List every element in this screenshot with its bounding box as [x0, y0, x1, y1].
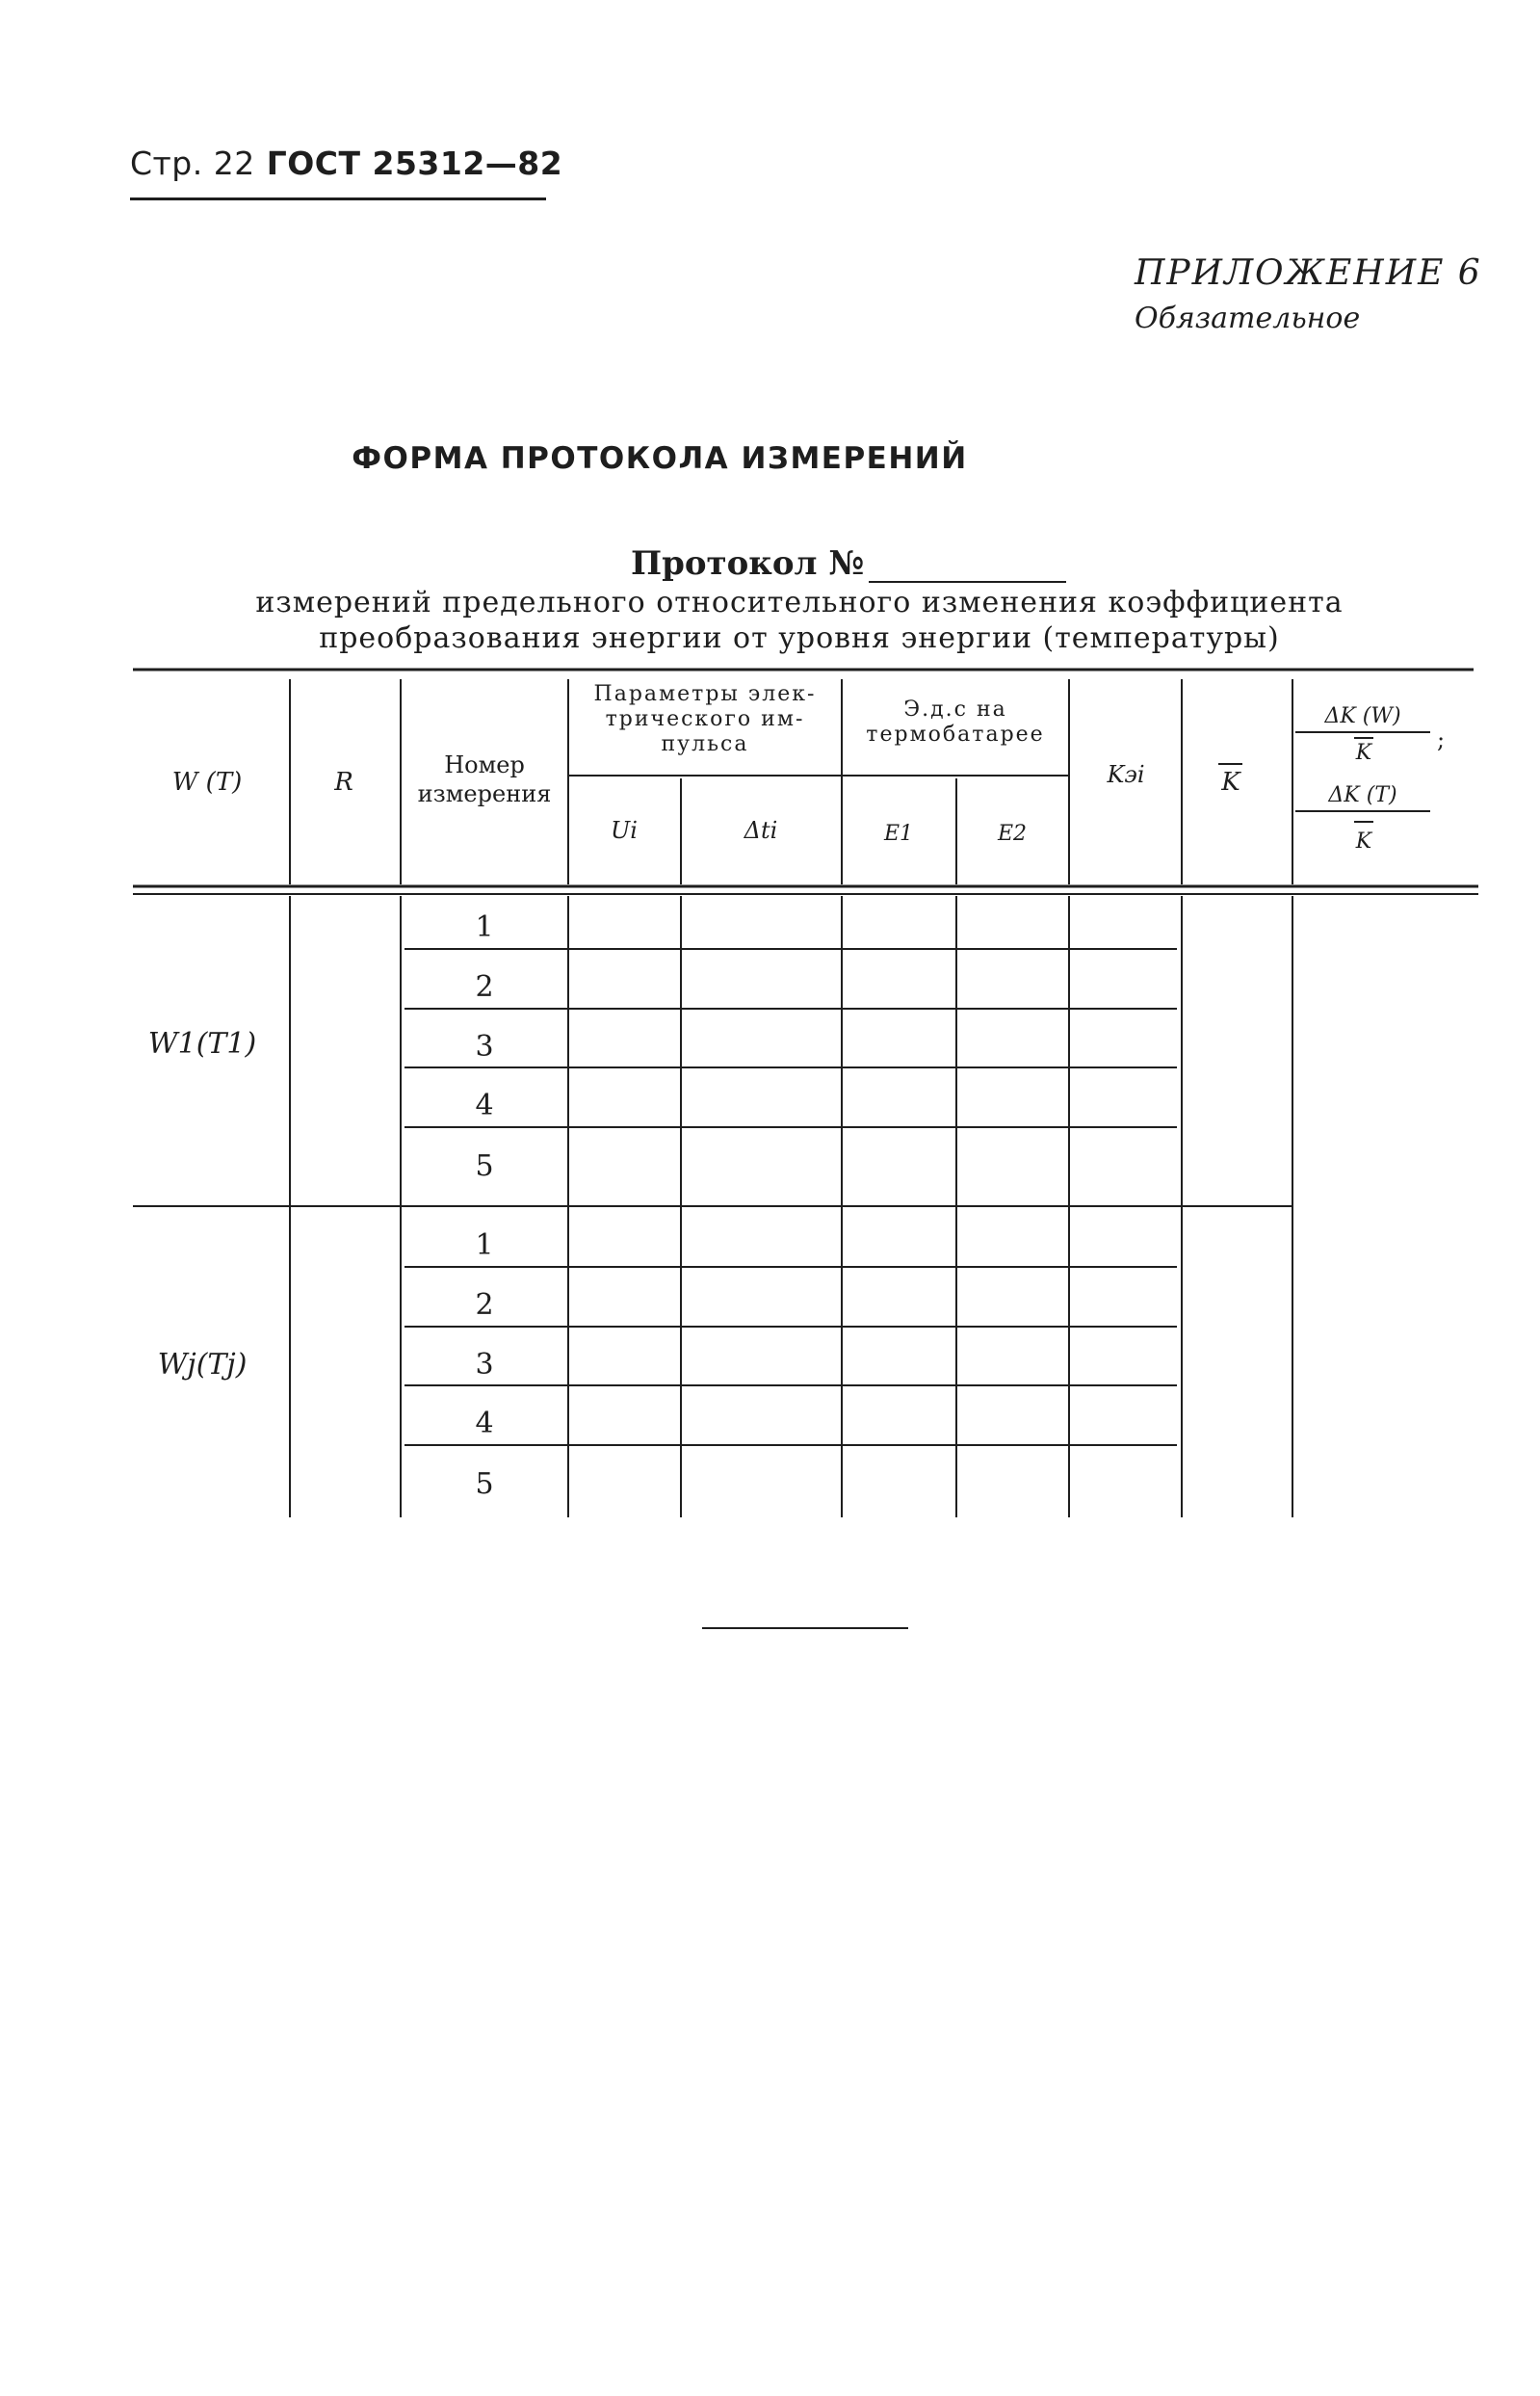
col-e1: E1: [883, 822, 914, 846]
protocol-description-line1: измерений предельного относительного изменения коэффициента: [255, 586, 1344, 619]
row-number: 3: [475, 1348, 494, 1382]
col-w-t: W (T): [171, 768, 243, 797]
col-r: R: [334, 768, 353, 797]
col-delta-t: Δti: [744, 817, 778, 844]
col-k-e-i: Kэi: [1107, 761, 1145, 788]
col-e2: E2: [997, 822, 1028, 846]
row-number: 3: [475, 1030, 494, 1064]
end-rule: [702, 1627, 908, 1629]
group-label: Wj(Tj): [157, 1348, 248, 1382]
ratio-separator: ;: [1436, 726, 1446, 753]
table-grid-lines: [133, 670, 1478, 1517]
row-number: 4: [475, 1089, 494, 1122]
protocol-label: Протокол №: [631, 544, 865, 583]
row-number: 1: [475, 910, 494, 944]
row-number: 5: [475, 1467, 494, 1501]
col-number-line1: Номер: [444, 751, 525, 778]
form-title: ФОРМА ПРОТОКОЛА ИЗМЕРЕНИЙ: [352, 441, 968, 476]
appendix-subtitle: Обязательное: [1135, 302, 1361, 335]
params-line2: трического им-: [605, 707, 805, 731]
emf-line2: термобатарее: [866, 723, 1045, 747]
params-line3: пульса: [661, 732, 749, 756]
row-number: 1: [475, 1228, 494, 1262]
protocol-description-line2: преобразования энергии от уровня энергии (температуры): [319, 621, 1280, 655]
appendix-title: ПРИЛОЖЕНИЕ 6: [1135, 253, 1482, 293]
col-u: Ui: [611, 817, 638, 844]
ratio-t-denominator: K: [1355, 829, 1372, 854]
row-number: 4: [475, 1407, 494, 1440]
params-line1: Параметры элек-: [593, 682, 817, 706]
ratio-w-denominator: K: [1355, 741, 1372, 765]
ratio-w-numerator: ΔK (W): [1324, 704, 1401, 728]
standard-number: ГОСТ 25312—82: [266, 145, 563, 182]
emf-line1: Э.д.с на: [903, 698, 1007, 722]
row-number: 2: [475, 970, 494, 1004]
row-number: 5: [475, 1149, 494, 1183]
ratio-t-numerator: ΔK (T): [1328, 783, 1397, 807]
page-number: Стр. 22: [130, 145, 255, 182]
row-number: 2: [475, 1288, 494, 1322]
col-k-mean: K: [1221, 768, 1240, 797]
col-number-line2: измерения: [417, 780, 552, 807]
group-label: W1(T1): [147, 1027, 257, 1061]
